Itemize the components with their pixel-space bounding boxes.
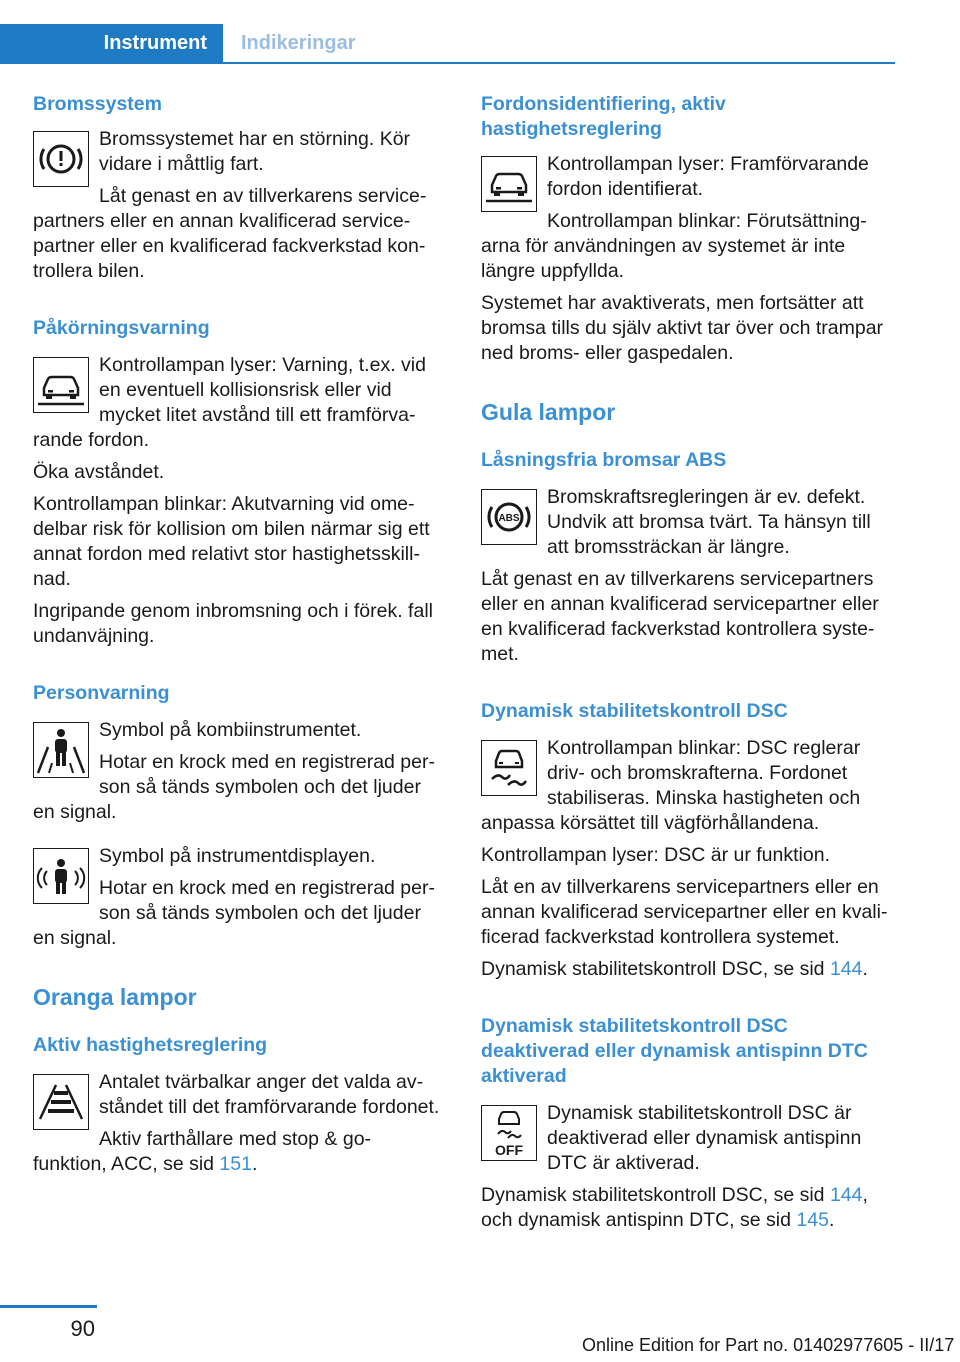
section-dsc-off bbox=[481, 1101, 891, 1240]
paragraph: Ingripande genom inbromsning och i förek. fall undanväjning. bbox=[33, 600, 433, 647]
paragraph-text: Dynamisk stabilitetskontroll DSC, se sid bbox=[481, 958, 830, 980]
punctuation: . bbox=[828, 1209, 835, 1231]
section-vehicle-detected bbox=[481, 152, 891, 373]
paragraph: Kontrollampan blinkar: DSC reglerar driv- och bromskrafterna. Fordonet stabiliseras. Minska hastigheten och anpassa körsättet till vägförhållandena. bbox=[481, 737, 861, 834]
section-pedestrian-display bbox=[33, 844, 443, 958]
svg-text:ABS: ABS bbox=[498, 513, 520, 524]
paragraph: Symbol på kombiinstrumentet. bbox=[99, 719, 362, 741]
paragraph: Öka avståndet. bbox=[33, 461, 165, 483]
paragraph: Hotar en krock med en registrerad person så tänds symbolen och det ljuder en signal. bbox=[33, 751, 435, 823]
section-heading: Dynamisk stabilitetskontroll DSC bbox=[481, 700, 788, 722]
paragraph: Låt genast en av tillverkarens servicepartners eller en annan kvalificerad servicepartner eller en kvalificerad fackverkstad kontrollera bilen. bbox=[33, 185, 427, 282]
section-brake bbox=[33, 127, 443, 291]
section-heading: Låsningsfria bromsar ABS bbox=[481, 449, 727, 471]
section-title-yellow: Gula lampor bbox=[481, 399, 616, 425]
page-link-151[interactable]: 151 bbox=[219, 1153, 252, 1175]
section-collision bbox=[33, 353, 443, 656]
section-heading: Dynamisk stabilitetskontroll DSC deaktiverad eller dynamisk antispinn DTC aktiverad bbox=[481, 1015, 868, 1087]
collision-warning-icon bbox=[33, 357, 89, 413]
edition-footer: Online Edition for Part no. 01402977605 - II/17 bbox=[582, 1335, 955, 1355]
paragraph: Symbol på instrumentdisplayen. bbox=[99, 845, 376, 867]
paragraph: Låt en av tillverkarens servicepartners eller en annan kvalificerad servicepartner eller en kvalificerad fackverkstad kontrollera systemet. bbox=[481, 876, 888, 948]
paragraph: Systemet har avaktiverats, men fortsätter att bromsa tills du själv aktivt tar över och trampar ned broms- eller gaspedalen. bbox=[481, 292, 884, 364]
section-pedestrian bbox=[33, 718, 443, 832]
pedestrian-warning-icon bbox=[33, 722, 89, 778]
section-title-orange: Oranga lampor bbox=[33, 984, 197, 1010]
paragraph-text: Aktiv farthållare med stop & go-funktion, ACC, se sid bbox=[33, 1128, 372, 1175]
right-column bbox=[481, 92, 891, 1240]
section-heading: Bromssystem bbox=[33, 93, 162, 115]
paragraph: Antalet tvärbalkar anger det valda avståndet till det framförvarande fordonet. bbox=[99, 1071, 440, 1118]
abs-icon bbox=[481, 489, 537, 545]
svg-text:OFF: OFF bbox=[495, 1142, 523, 1158]
punctuation: . bbox=[862, 958, 868, 980]
section-acc bbox=[33, 1070, 443, 1184]
paragraph: Låt genast en av tillverkarens servicepartners eller en annan kvalificerad servicepartner eller en kvalificerad fackverkstad kontrollera systemet. bbox=[481, 568, 879, 665]
paragraph bbox=[33, 1127, 443, 1177]
header-bar bbox=[0, 0, 895, 64]
section-abs bbox=[481, 485, 891, 674]
vehicle-detected-icon bbox=[481, 156, 537, 212]
paragraph bbox=[481, 957, 891, 982]
left-column bbox=[33, 92, 443, 1184]
pedestrian-display-icon bbox=[33, 848, 89, 904]
paragraph-text: Dynamisk stabilitetskontroll DSC, se sid bbox=[481, 1184, 830, 1206]
paragraph: Hotar en krock med en registrerad person så tänds symbolen och det ljuder en signal. bbox=[33, 877, 435, 949]
punctuation: . bbox=[251, 1153, 258, 1175]
page-link-145[interactable]: 145 bbox=[796, 1209, 829, 1231]
section-heading: Aktiv hastighetsreglering bbox=[33, 1034, 268, 1056]
page-number-text: 90 bbox=[70, 1316, 95, 1341]
section-heading: Påkörningsvarning bbox=[33, 317, 210, 339]
section-dsc bbox=[481, 736, 891, 989]
section-heading: Fordonsidentifiering, aktiv hastighetsreglering bbox=[481, 93, 726, 140]
page-number bbox=[0, 1305, 97, 1342]
page-link-144[interactable]: 144 bbox=[829, 1184, 863, 1206]
tab-instrument[interactable]: Instrument bbox=[0, 24, 223, 62]
distance-bars-icon bbox=[33, 1074, 89, 1130]
paragraph: Kontrollampan lyser: Varning, t.ex. vid en eventuell kollisionsrisk eller vid mycket litet avstånd till ett framförvarande fordon. bbox=[33, 354, 426, 451]
paragraph: Dynamisk stabilitetskontroll DSC är deaktiverad eller dynamisk antispinn DTC är aktiverad. bbox=[547, 1102, 862, 1174]
brake-warning-icon bbox=[33, 131, 89, 187]
dsc-icon bbox=[481, 740, 537, 796]
paragraph: Kontrollampan blinkar: Förutsättningarna för användningen av systemet är inte längre uppfyllda. bbox=[481, 210, 867, 282]
paragraph: Bromskraftsregleringen är ev. defekt. Undvik att bromsa tvärt. Ta hänsyn till att bromssträckan är längre. bbox=[547, 486, 871, 558]
paragraph: Kontrollampan lyser: DSC är ur funktion. bbox=[481, 844, 830, 866]
paragraph bbox=[481, 1183, 891, 1233]
section-heading: Personvarning bbox=[33, 682, 170, 704]
tab-indikeringar[interactable]: Indikeringar bbox=[241, 32, 356, 54]
paragraph: Bromssystemet har en störning. Kör vidare i måttlig fart. bbox=[99, 128, 411, 175]
paragraph: Kontrollampan lyser: Framförvarande fordon identifierat. bbox=[547, 153, 869, 200]
paragraph: Kontrollampan blinkar: Akutvarning vid omedelbar risk för kollision om bilen närmar sig ett annat fordon med relativt stor hastighetsskillnad. bbox=[33, 493, 430, 590]
paragraph-text: , och dynamisk antispinn DTC, se sid bbox=[481, 1184, 868, 1231]
dsc-off-icon bbox=[481, 1105, 537, 1161]
page-link-144[interactable]: 144 bbox=[829, 958, 863, 980]
